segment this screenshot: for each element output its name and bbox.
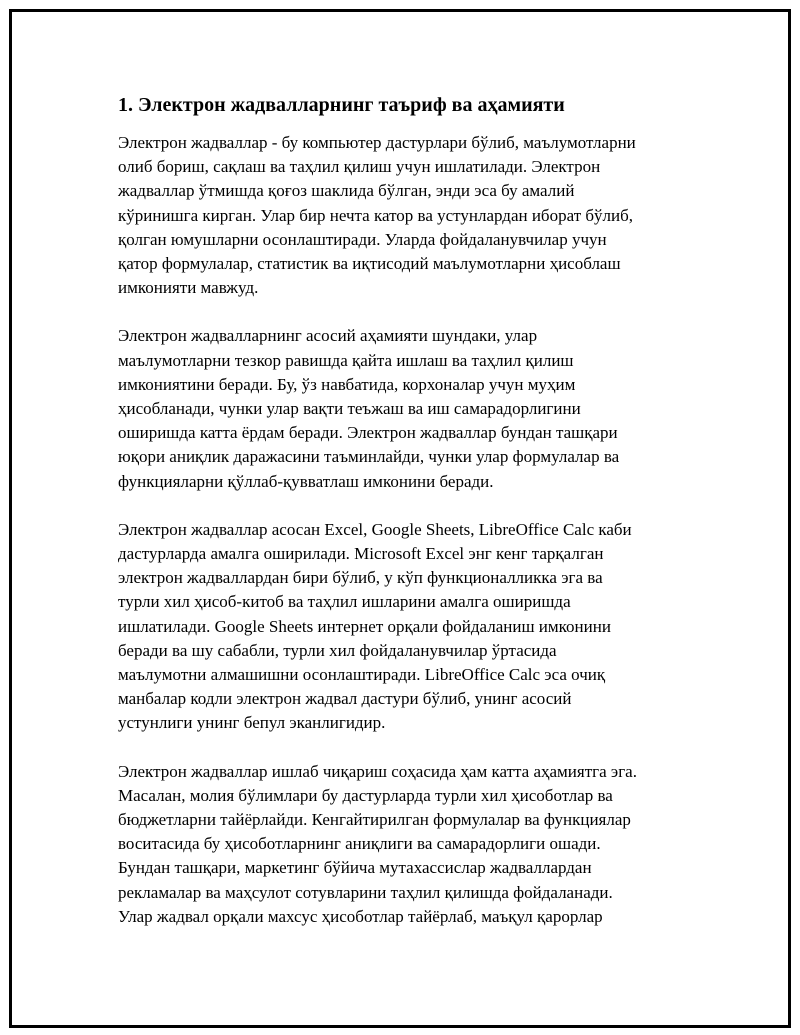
paragraph-line: дастурларда амалга оширилади. Microsoft Excel энг кенг тарқалган: [118, 544, 604, 564]
paragraph-line: бюджетларни тайёрлайди. Кенгайтирилган формулалар ва функциялар: [118, 810, 631, 830]
paragraph-line: беради ва шу сабабли, турли хил фойдаланувчилар ўртасида: [118, 640, 557, 660]
paragraph-line: юқори аниқлик даражасини таъминлайди, чунки улар формулалар ва: [118, 447, 620, 467]
paragraph-line: Электрон жадваллар асосан Excel, Google Sheets, LibreOffice Calc каби: [118, 519, 632, 539]
paragraph-line: Масалан, молия бўлимлари бу дастурларда турли хил ҳисоботлар ва: [118, 785, 613, 805]
paragraph-line: электрон жадваллардан бири бўлиб, у кўп функционалликка эга ва: [118, 568, 603, 588]
paragraph-line: Электрон жадвалларнинг асосий аҳамияти шундаки, улар: [118, 326, 538, 346]
paragraph-line: жадваллар ўтмишда қоғоз шаклида бўлган, энди эса бу амалий: [118, 181, 575, 201]
paragraph: [118, 760, 698, 929]
paragraph-line: оширишда катта ёрдам беради. Электрон жадваллар бундан ташқари: [118, 423, 618, 443]
paragraph-line: воситасида бу ҳисоботларнинг аниқлиги ва самарадорлиги ошади.: [118, 834, 601, 854]
paragraph-line: ҳисобланади, чунки улар вақти теъжаш ва иш самарадорлигини: [118, 399, 581, 419]
paragraph-line: Улар жадвал орқали махсус ҳисоботлар тайёрлаб, маъқул қарорлар: [118, 906, 603, 926]
paragraph-line: устунлиги унинг бепул эканлигидир.: [118, 713, 386, 733]
paragraph-line: маълумотларни тезкор равишда қайта ишлаш ва таҳлил қилиш: [118, 350, 574, 370]
paragraph-line: қатор формулалар, статистик ва иқтисодий маълумотларни ҳисоблаш: [118, 254, 621, 274]
paragraph-line: маълумотни алмашишни осонлаштиради. LibreOffice Calc эса очиқ: [118, 665, 606, 685]
document-body: [118, 90, 698, 953]
paragraph-line: турли хил ҳисоб-китоб ва таҳлил ишларини амалга оширишда: [118, 592, 571, 612]
paragraph-line: қолган юмушларни осонлаштиради. Уларда фойдаланувчилар учун: [118, 229, 607, 249]
paragraph: [118, 131, 698, 300]
paragraph-line: Бундан ташқари, маркетинг бўйича мутахассислар жадваллардан: [118, 858, 592, 878]
section-heading: 1. Электрон жадвалларнинг таъриф ва аҳамияти: [118, 94, 565, 116]
paragraph-line: манбалар кодли электрон жадвал дастури бўлиб, унинг асосий: [118, 689, 572, 709]
paragraph-line: Электрон жадваллар ишлаб чиқариш соҳасида ҳам катта аҳамиятга эга.: [118, 761, 637, 781]
paragraph-line: кўринишга кирган. Улар бир нечта катор ва устунлардан иборат бўлиб,: [118, 205, 633, 225]
paragraph-list: [118, 131, 698, 929]
paragraph-line: имконияти мавжуд.: [118, 278, 259, 298]
paragraph: [118, 518, 698, 736]
paragraph-line: имкониятини беради. Бу, ўз навбатида, корхоналар учун муҳим: [118, 374, 576, 394]
paragraph-line: Электрон жадваллар - бу компьютер дастурлари бўлиб, маълумотларни: [118, 133, 636, 152]
paragraph-line: олиб бориш, сақлаш ва таҳлил қилиш учун ишлатилади. Электрон: [118, 157, 601, 177]
paragraph-line: функцияларни қўллаб-қувватлаш имконини беради.: [118, 471, 494, 491]
paragraph-line: рекламалар ва маҳсулот сотувларини таҳлил қилишда фойдаланади.: [118, 882, 613, 902]
paragraph: [118, 324, 698, 493]
paragraph-line: ишлатилади. Google Sheets интернет орқали фойдаланиш имконини: [118, 616, 611, 636]
